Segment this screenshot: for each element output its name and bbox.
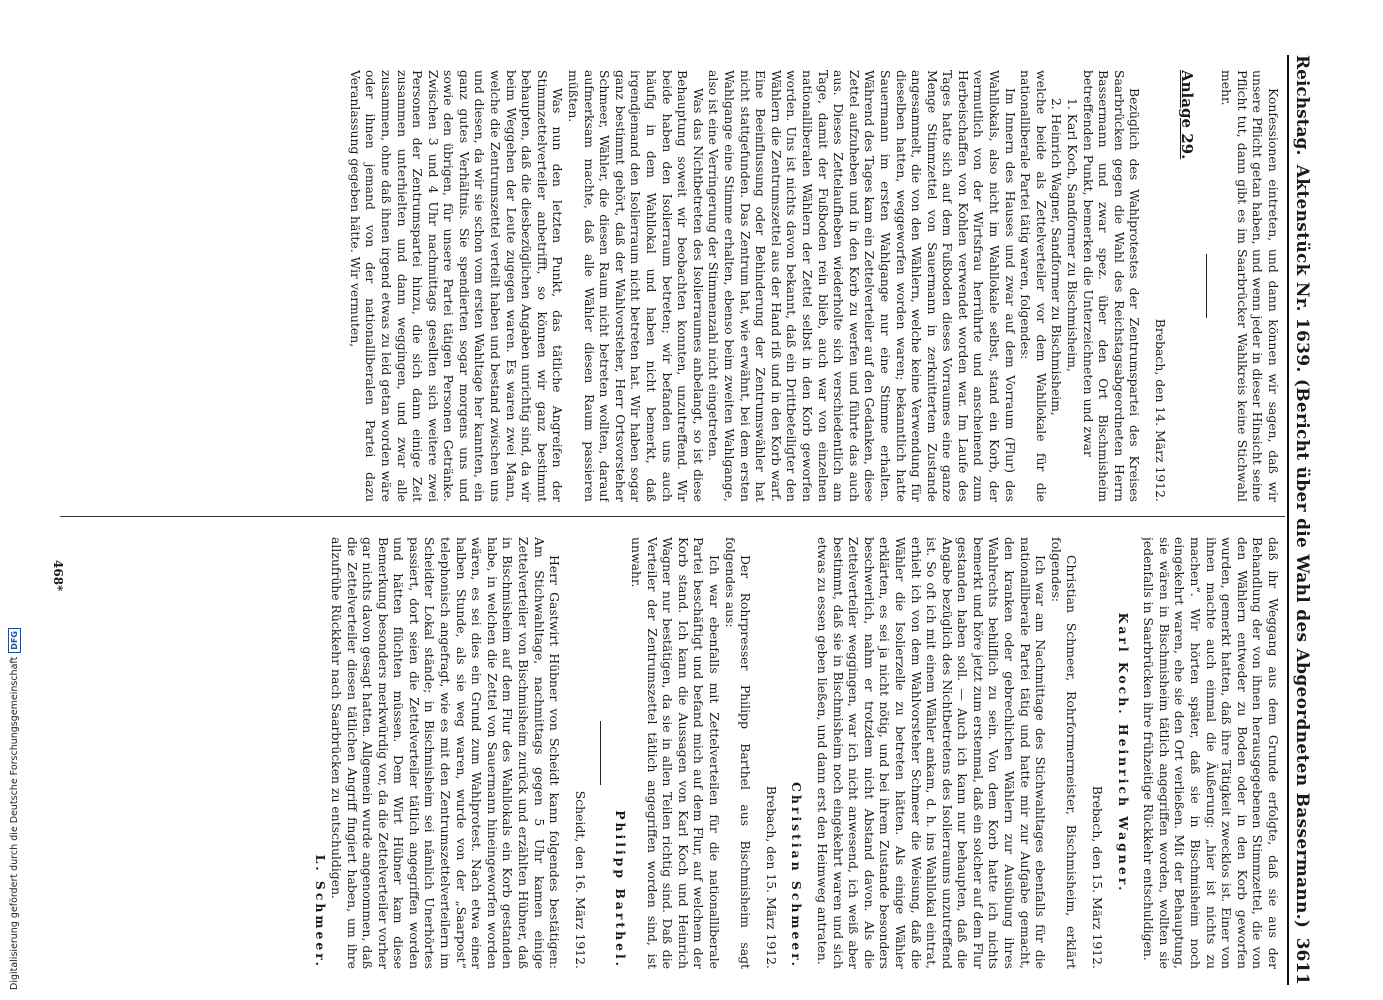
section-rule xyxy=(1206,254,1207,318)
dateline: Brebach, den 15. März 1912. xyxy=(1090,785,1106,969)
digitization-note xyxy=(8,628,21,990)
spacer xyxy=(804,537,814,969)
dateline: Scheidt, den 16. März 1912. xyxy=(572,790,588,969)
column-divider xyxy=(60,516,1285,517)
signature: Philipp Barthel. xyxy=(613,810,629,969)
paragraph: Im Innern des Hauses und zwar auf dem Vorraum (Flur) des Wahllokals, also nicht im Wahllokale selbst, stand ein Korb, der vermutlich von der Wirtsfrau herrührte und anscheinend zum Herbeischaffen von Kohlen verwendet worden war. Im Laufe des Tages hatte sich auf dem Fußboden dieses Vorraumes eine ganze Menge Stimmzettel von Sauermann in zerknittertem Zustande angesammelt, die von den Wählern, welche keine Verwendung für dieselben hatten, weggeworfen worden waren; bekanntlich hatte Sauermann im ersten Wahlgange nur eine Stimme erhalten. Während des Tages kam ein Zettelverteiler auf den Gedanken, diese Zettel aufzuheben und in den Korb zu werfen und führte das auch aus. Dieses Zettelaufheben wiederholte sich verschiedentlich am Tage, damit der Fußboden rein blieb, auch war von einzelnen nationalliberalen Wählern der Zettel selbst in den Korb geworfen worden. Uns ist nichts davon bekannt, daß ein Drittbeteiligter den Wählern die Zentrumszettel aus der Hand riß und in den Korb warf. Eine Beeinflussung oder Behinderung der Zentrumswähler hat nicht stattgefunden. Das Zentrum hat, wie erwähnt, bei dem ersten Wahlgange eine Stimme erhalten, ebenso beim zweiten Wahlgange, also ist eine Verringerung der Stimmenzahl nicht eingetreten. xyxy=(706,70,1018,502)
paragraph: Christian Schmeer, Rohrformermeister, Bischmisheim, erklärt folgendes: xyxy=(1048,537,1080,969)
spacer xyxy=(753,537,763,969)
paragraph: Was nun den letzten Punkt, das tätliche Angreifen der Stimmzettelverteiler anbetrifft, so können wir ganz bestimmt behaupten, daß die diesbezüglichen Angaben unrichtig sind, da wir beim Weggehen der Leute zugegen waren. Es waren zwei Mann, welche die Zentrumszettel verteilt haben und bestand zwischen uns und diesen, da wir sie schon vom ersten Wahltage her kannten, ein ganz gutes Verhältnis. Sie spendierten sogar morgens uns und sowie den übrigen, für unsere Partei tätigen Personen Getränke. Zwischen 3 und 4 Uhr nachmittags gesellten sich weitere zwei Personen der Zentrumspartei hinzu, die sich dann einige Zeit zusammen unterhielten und dann weggingen, und zwar alle zusammen, ohne daß ihnen irgend etwas zu leid getan worden wäre oder ihnen jemand von der nationalliberalen Partei dazu Veranlassung gegeben hätte. Wir vermuten, xyxy=(347,70,566,502)
paragraph: welche beide als Zettelverteiler vor dem Wahllokale für die nationalliberale Partei tätig waren, folgendes: xyxy=(1018,70,1049,502)
digitization-note-text: Digitalisierung gefördert durch die Deutsche Forschungsgemeinschaft xyxy=(9,656,20,990)
header-title: Aktenstück Nr. 1639. (Bericht über die Wahl des Abgeordneten Bassermann.) xyxy=(1291,164,1312,929)
header-chamber: Reichstag. xyxy=(1291,55,1312,156)
paragraph: Konfessionen eintreten, und dann können wir sagen, daß wir unsere Pflicht getan haben, und wenn jeder in dieser Hinsicht seine Pflicht tut, dann gibt es im Saarbrücker Wahlkreis keine Stichwahl mehr. xyxy=(1219,70,1281,502)
right-column xyxy=(51,537,1281,969)
paragraph: Herr Gastwirt Hübner von Scheidt kann folgendes bestätigen: Am Stichwahltage, nachmittags gegen 5 Uhr kamen einige Zettelverteiler von Bischmisheim zurück und erzählten Hübner, daß in Bischmisheim auf dem Flur des Wahllokals ein Korb gestanden habe, in welchen die Zettel von Sauermann hineingeworfen worden wären, es sei dies ein Grund zum Wahlprotest. Nach etwa einer halben Stunde, als sie weg waren, wurde von der „Saarpost“ telephonisch angefragt, wie es mit den Zentrumszettelverteilern im Scheidter Lokal stände; in Bischmisheim sei nämlich Unerhörtes passiert, dort seien die Zettelverteiler tätlich angegriffen worden und hätten flüchten müssen. Dem Wirt Hübner kam diese Bemerkung besonders merkwürdig vor, da die Zettelverteiler vorher gar nichts davon gesagt hatten. Allgemein wurde angenommen, daß die Zettelverteiler diesen tätlichen Angriff fingiert haben, um ihre allzufrühe Rückkehr nach Saarbrücken zu entschuldigen. xyxy=(328,537,563,969)
paragraph: Der Rohrpresser Philipp Barthel aus Bischmisheim sagt folgendes aus: xyxy=(722,537,754,969)
dfg-logo-icon: DFG xyxy=(8,628,21,653)
paragraph: Bezüglich des Wahlprotestes der Zentrumspartei des Kreises Saarbrücken gegen die Wahl des Reichstagsabgeordneten Herrn Bassermann und zwar spez. über den Ort Bischmisheim betreffenden Punkt, bemerken die Unterzeichneten und zwar xyxy=(1080,70,1143,502)
signature: Karl Koch. Heinrich Wagner. xyxy=(1115,612,1131,894)
paragraph: Ich war am Nachmittage des Stichwahltages ebenfalls für die nationalliberale Partei tätig und hatte mir zur Aufgabe gemacht, den kranken oder gebrechlichen Wählern zur Ausübung ihres Wahlrechts behilflich zu sein. Von dem Korb hatte ich nichts bemerkt und höre jetzt zum erstenmal, daß ein solcher auf dem Flur gestanden haben soll. — Auch ich kann nur behaupten, daß die Angabe bezüglich des Nichtbetretens des Isolierraums unzutreffend ist. So oft ich mit einem Wähler ankam, d. h. ins Wahllokal eintrat, erhielt ich von dem Wahlvorsteher Schmeer die Weisung, daß die Wähler die Isolierzelle zu betreten hätten. Als einige Wähler erklärten, es sei ja nicht nötig, und bei ihrem Zustande besonders beschwerlich, nahm er trotzdem nicht Abstand davon. Als die Zettelverteiler weggingen, war ich nicht anwesend, ich weiß aber bestimmt, daß sie in Bischmisheim noch eingekehrt waren und sich etwas zu essen geben ließen, und dann erst den Heimweg antraten. xyxy=(814,537,1049,969)
dateline: Brebach, den 14. März 1912. xyxy=(1153,318,1169,502)
page-mark: 468* xyxy=(51,560,65,592)
section-rule xyxy=(600,721,601,785)
appendix-heading: Anlage 29. xyxy=(1177,70,1196,160)
spacer xyxy=(1105,537,1115,969)
list-item: 1. Karl Koch, Sandformer zu Bischmisheim, xyxy=(1065,98,1081,372)
paragraph: Was das Nichtbetreten des Isolierraumes anbelangt, so ist diese Behauptung soweit wir beobachten konnten, unzutreffend. Wir beide haben den Isolierraum betreten; wir befanden uns auch häufig in dem Wahllokal und haben nicht bemerkt, daß irgendjemand den Isolierraum nicht betreten hat. Wir haben sogar ganz bestimmt gehört, daß der Wahlvorsteher, Herr Ortsvorsteher Schmeer, Wähler, die diesen Raum nicht betreten wollten, darauf aufmerksam machte, daß alle Wähler diesen Raum passieren müßten. xyxy=(566,70,706,502)
page-header xyxy=(1287,55,1325,985)
list-item: 2. Heinrich Wagner, Sandformer zu Bischmisheim, xyxy=(1049,98,1065,416)
left-column xyxy=(51,70,1281,502)
spacer xyxy=(1142,70,1152,502)
spacer xyxy=(1079,537,1089,969)
header-page-number: 3611 xyxy=(1291,937,1312,985)
spacer xyxy=(779,537,789,969)
dateline: Brebach, den 15. März 1912. xyxy=(763,785,779,969)
signature: Christian Schmeer. xyxy=(789,782,805,969)
paragraph: Ich war ebenfalls mit Zettelverteilen für die nationalliberale Partei beschäftigt und befand mich auf dem Flur, auf welchem der Korb stand. Ich kann die Aussagen von Karl Koch und Heinrich Wagner nur bestätigen, da sie in allen Teilen richtig sind. Daß die Verteiler der Zentrumszettel tätlich angegriffen worden sind, ist unwahr. xyxy=(629,537,722,969)
spacer xyxy=(562,537,572,969)
spacer xyxy=(1131,537,1141,969)
signature: L. Schmeer. xyxy=(313,854,329,969)
paragraph: daß ihr Weggang aus dem Grunde erfolgte, daß sie aus der Behandlung der von ihnen herausgegebenen Stimmzettel, die von den Wählern entweder zu Boden oder in den Korb geworfen wurden, gemerkt hatten, daß ihre Tätigkeit zwecklos ist. Einer von ihnen machte auch einmal die Äußerung: „hier ist nichts zu machen“. Wir hörten später, daß sie in Bischmisheim noch eingekehrt waren, ehe sie den Ort verließen. Mit der Behauptung, sie wären in Bischmisheim tätlich angegriffen worden, wollten sie jedenfalls in Saarbrücken ihre frühzeitige Rückkehr entschuldigen. xyxy=(1141,537,1281,969)
